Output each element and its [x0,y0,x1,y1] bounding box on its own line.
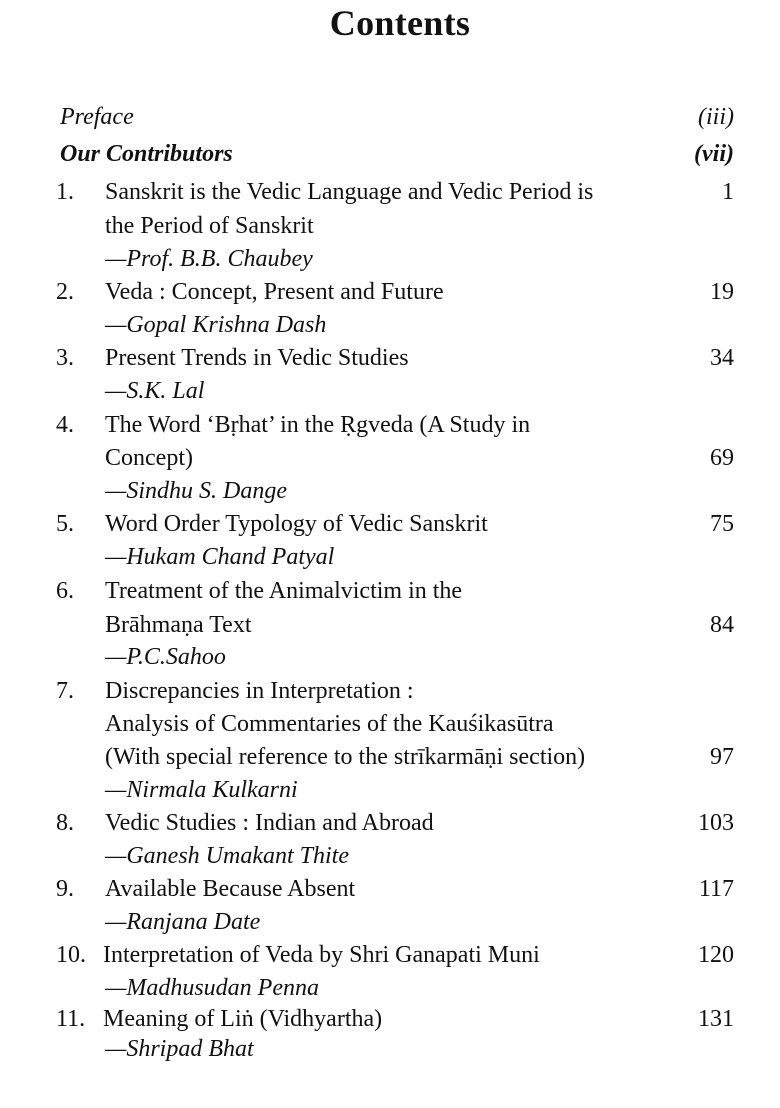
toc-entry-1[interactable] [0,176,780,209]
entry-number: 2. [56,279,74,305]
entry-number: 7. [56,678,74,704]
toc-entry-3[interactable] [0,342,780,375]
entry-author-line [0,1033,780,1066]
entry-title-line [0,210,780,243]
entry-title-line [0,741,780,774]
entry-author: —Ganesh Umakant Thite [105,843,349,869]
entry-page: 131 [698,1006,734,1032]
entry-number: 1. [56,179,74,205]
toc-entry-6[interactable] [0,575,780,608]
entry-author-line [0,774,780,807]
entry-title: Vedic Studies : Indian and Abroad [105,810,434,836]
toc-entry-8[interactable] [0,807,780,840]
entry-page: 19 [710,279,734,305]
entry-title: Word Order Typology of Vedic Sanskrit [105,511,488,537]
entry-title: The Word ‘Bṛhat’ in the Ṛgveda (A Study in [105,412,531,438]
entry-title: Treatment of the Animalvictim in the [105,578,463,604]
entry-author-line [0,906,780,939]
entry-title: (With special reference to the strīkarmāṇi section) [105,744,586,770]
toc-front-preface[interactable] [0,101,780,134]
entry-author: —Prof. B.B. Chaubey [105,246,313,272]
entry-page: 103 [698,810,734,836]
entry-author-line [0,375,780,408]
entry-title: the Period of Sanskrit [105,213,314,239]
entry-author: —S.K. Lal [105,378,205,404]
entry-page: 34 [710,345,734,371]
toc-entry-4[interactable] [0,409,780,442]
entry-page: 117 [698,876,734,902]
page-title: Contents [329,3,471,43]
entry-title: Present Trends in Vedic Studies [105,345,409,371]
entry-page: 69 [710,445,734,471]
entry-number: 8. [56,810,74,836]
toc-entry-7[interactable] [0,675,780,708]
toc-label: Preface [60,104,134,130]
toc-label: Our Contributors [60,141,233,167]
entry-title: Analysis of Commentaries of the Kauśikasūtra [105,711,554,737]
entry-title-line [0,442,780,475]
entry-number: 11. [56,1006,86,1032]
entry-title-line [0,609,780,642]
entry-page: 75 [710,511,734,537]
toc-entry-2[interactable] [0,276,780,309]
toc-entry-9[interactable] [0,873,780,906]
entry-author: —Madhusudan Penna [105,975,319,1001]
entry-author-line [0,309,780,342]
entry-page: 97 [710,744,734,770]
entry-author-line [0,972,780,1005]
entry-author: —Hukam Chand Patyal [105,544,335,570]
entry-number: 9. [56,876,74,902]
entry-author-line [0,641,780,674]
entry-title: Discrepancies in Interpretation : [105,678,414,704]
entry-number: 4. [56,412,74,438]
toc-entry-5[interactable] [0,508,780,541]
entry-number: 10. [56,942,86,968]
toc-page-number: (iii) [698,104,734,130]
entry-author-line [0,840,780,873]
entry-title: Concept) [105,445,193,471]
entry-title: Meaning of Liṅ (Vidhyartha) [103,1006,383,1032]
entry-title: Interpretation of Veda by Shri Ganapati Muni [103,942,540,968]
entry-number: 3. [56,345,74,371]
entry-author: —Gopal Krishna Dash [105,312,327,338]
toc-entry-10[interactable] [0,939,780,972]
entry-title: Veda : Concept, Present and Future [105,279,444,305]
entry-author-line [0,243,780,276]
entry-author: —Sindhu S. Dange [105,478,287,504]
entry-author: —Shripad Bhat [105,1036,254,1062]
entry-author: —Ranjana Date [105,909,261,935]
entry-author-line [0,475,780,508]
entry-title-line [0,708,780,741]
entry-author-line [0,541,780,574]
entry-title: Available Because Absent [105,876,356,902]
entry-author: —Nirmala Kulkarni [105,777,298,803]
entry-number: 5. [56,511,74,537]
toc-entry-11[interactable] [0,1003,780,1036]
toc-front-contributors[interactable] [0,138,780,171]
entry-page: 120 [698,942,734,968]
entry-author: —P.C.Sahoo [105,644,226,670]
entry-page: 1 [722,179,734,205]
entry-number: 6. [56,578,74,604]
entry-page: 84 [710,612,734,638]
entry-title: Sanskrit is the Vedic Language and Vedic Period is [105,179,594,205]
entry-title: Brāhmaṇa Text [105,612,252,638]
toc-page-number: (vii) [694,141,734,167]
